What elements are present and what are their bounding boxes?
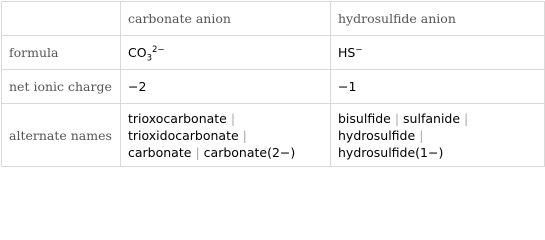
alternate-names-row [2,104,545,167]
comparison-table [1,1,545,167]
name-item: bisulfide [338,110,391,126]
name-item: trioxidocarbonate [128,127,239,143]
name-item: carbonate [128,144,192,160]
header-row [2,2,545,36]
name-separator: | [464,110,469,126]
name-item: carbonate(2−) [203,144,296,160]
name-item: hydrosulfide(1−) [338,144,444,160]
name-item: sulfanide [403,110,461,126]
formula-subscript: 3 [146,53,152,64]
name-separator: | [242,127,247,143]
column-header-hydrosulfide: hydrosulfide anion [331,2,545,36]
name-item: trioxocarbonate [128,110,227,126]
formula-carbonate [121,36,331,70]
row-label-charge: net ionic charge [2,70,121,104]
charge-hydrosulfide: −1 [331,70,545,104]
name-separator: | [230,110,236,126]
formula-row [2,36,545,70]
charge-carbonate: −2 [121,70,331,104]
formula-base: HS [338,45,356,60]
name-separator: | [419,127,424,143]
charge-row [2,70,545,104]
alternate-names-carbonate [121,104,331,167]
formula-base: CO [128,45,147,60]
formula-hydrosulfide [331,36,545,70]
row-label-alternate-names: alternate names [2,104,121,167]
formula-superscript: − [355,44,363,55]
name-separator: | [394,110,400,126]
name-item: hydrosulfide [338,127,416,143]
name-separator: | [195,144,200,160]
corner-cell [2,2,121,36]
alternate-names-hydrosulfide [331,104,545,167]
column-header-carbonate: carbonate anion [121,2,331,36]
formula-superscript: 2− [152,44,165,55]
row-label-formula: formula [2,36,121,70]
